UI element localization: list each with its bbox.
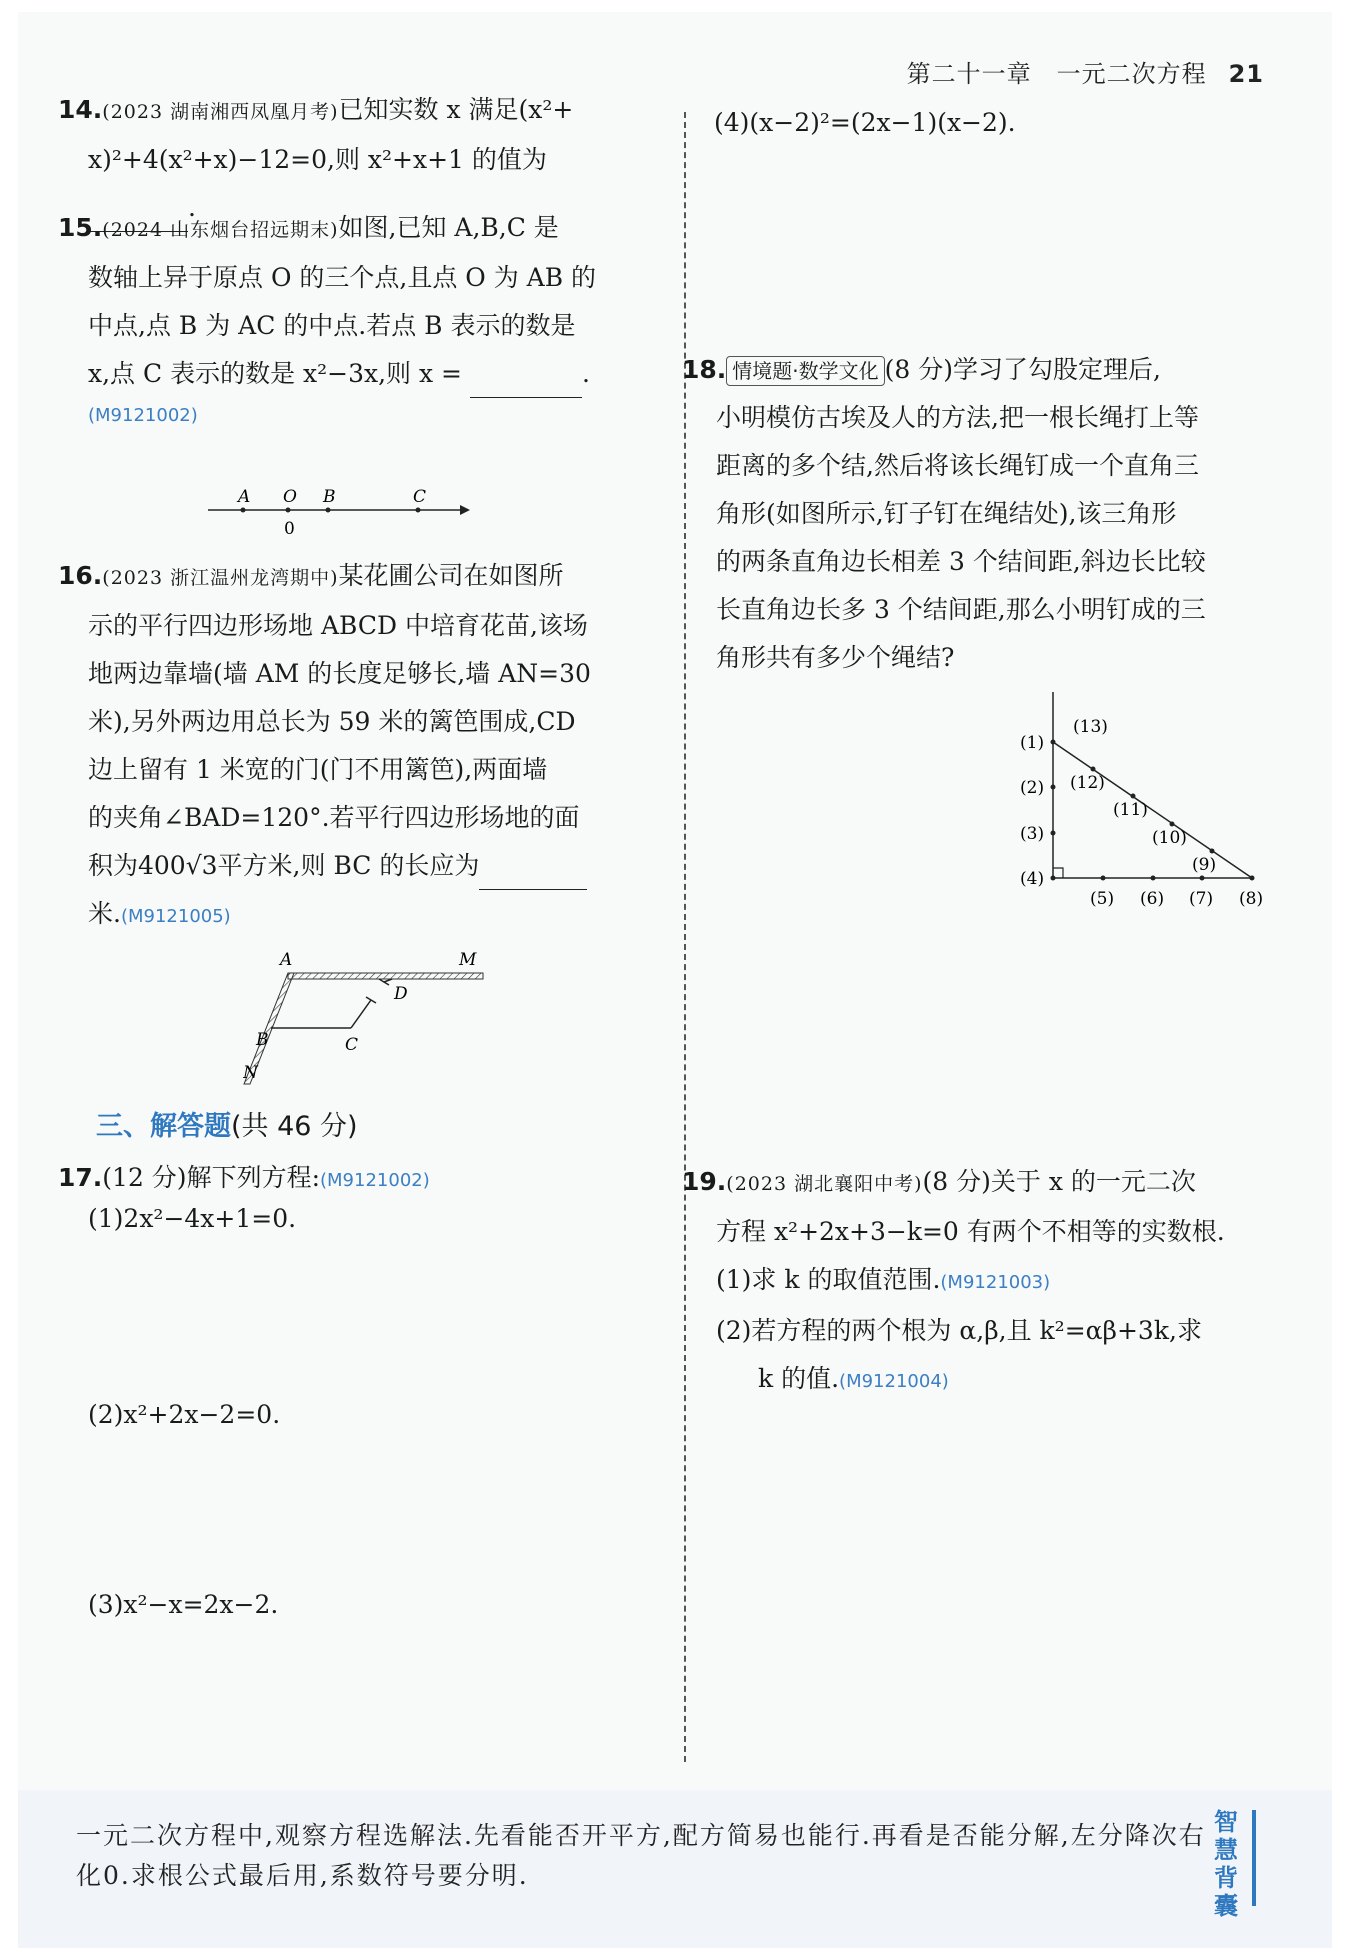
- knot-label-10: (10): [1152, 828, 1187, 848]
- q19-part2-line1: (2)若方程的两个根为 α,β,且 k²=αβ+3k,求: [716, 1316, 1202, 1345]
- q17-part-4: (4)(x−2)²=(2x−1)(x−2).: [714, 108, 1016, 137]
- fence-cd-lower: [351, 1000, 371, 1028]
- knot-label-4: (4): [1020, 869, 1045, 889]
- q14-line2: x)²+4(x²+x)−12=0,则 x²+x+1 的值为: [88, 145, 547, 174]
- label-c: C: [413, 487, 427, 507]
- knot-label-1: (1): [1020, 733, 1045, 753]
- q15-answer-blank[interactable]: [470, 367, 582, 398]
- q15-line4-end: .: [581, 359, 590, 388]
- point-o: [286, 508, 291, 513]
- point-a: [241, 508, 246, 513]
- label-a: A: [238, 487, 251, 507]
- q18-line2: 小明模仿古埃及人的方法,把一根长绳打上等: [716, 403, 1199, 432]
- q17-part-1: (1)2x²−4x+1=0.: [88, 1204, 297, 1233]
- q18-tag: 情境题·数学文化: [726, 356, 884, 386]
- knot-2: [1051, 785, 1056, 790]
- q18-score: (8 分): [884, 355, 954, 384]
- label-d: D: [394, 984, 408, 1004]
- q18-line6: 长直角边长多 3 个结间距,那么小明钉成的三: [716, 595, 1206, 624]
- q18-line5: 的两条直角边长相差 3 个结间距,斜边长比较: [716, 547, 1206, 576]
- q15-number-line-figure: [208, 482, 568, 552]
- knot-9: [1210, 849, 1215, 854]
- question-18: [682, 346, 1302, 682]
- knot-label-12: (12): [1070, 773, 1105, 793]
- question-17: [58, 1154, 658, 1205]
- point-c: [416, 508, 421, 513]
- q18-line3: 距离的多个结,然后将该长绳钉成一个直角三: [716, 451, 1199, 480]
- knot-label-6: (6): [1140, 889, 1165, 909]
- knot-4: [1051, 876, 1056, 881]
- knot-1: [1051, 740, 1056, 745]
- wall-am: [288, 973, 483, 979]
- label-o: O: [283, 487, 297, 507]
- point-b: [326, 508, 331, 513]
- chapter-title: 第二十一章 一元二次方程: [906, 60, 1207, 88]
- q18-line4: 角形(如图所示,钉子钉在绳结处),该三角形: [716, 499, 1177, 528]
- q19-part1-code: (M9121003): [940, 1272, 1051, 1293]
- q16-source: (2023 浙江温州龙湾期中): [102, 567, 339, 589]
- page-number: 21: [1228, 60, 1264, 88]
- q19-line2: 方程 x²+2x+3−k=0 有两个不相等的实数根.: [716, 1217, 1225, 1246]
- q16-code: (M9121005): [120, 906, 231, 927]
- q16-line8: 米.: [88, 899, 121, 928]
- knot-label-7: (7): [1189, 889, 1214, 909]
- page: [18, 12, 1332, 1948]
- knot-10: [1170, 822, 1175, 827]
- q19-number: 19.: [682, 1167, 727, 1196]
- q17-score: (12 分): [102, 1163, 187, 1192]
- knot-6: [1151, 876, 1156, 881]
- q19-part2-code: (M9121004): [839, 1371, 949, 1392]
- knot-7: [1200, 876, 1205, 881]
- page-header: [907, 54, 1264, 89]
- knot-3: [1051, 831, 1056, 836]
- tip-text: 一元二次方程中,观察方程选解法.先看能否开平方,配方简易也能行.再看是否能分解,左分降次右化0.求根公式最后用,系数符号要分明.: [76, 1821, 1206, 1890]
- section-heading: [96, 1104, 358, 1143]
- knot-8: [1250, 876, 1255, 881]
- knot-label-8: (8): [1239, 889, 1264, 909]
- q18-line1: 学习了勾股定理后,: [953, 355, 1161, 384]
- triangle-hypotenuse: [1053, 742, 1252, 878]
- q14-line1: 已知实数 x 满足(x²+: [338, 95, 574, 124]
- q16-number: 16.: [58, 561, 103, 590]
- question-19: [682, 1158, 1302, 1406]
- label-a: A: [280, 950, 293, 970]
- label-n: N: [243, 1063, 258, 1083]
- knot-5: [1101, 876, 1106, 881]
- q14-line3-end: .: [188, 193, 196, 222]
- q19-part2-line2: k 的值.: [758, 1364, 840, 1393]
- q19-source: (2023 湖北襄阳中考): [726, 1173, 923, 1195]
- knot-label-5: (5): [1090, 889, 1115, 909]
- tip-footer: [18, 1790, 1332, 1948]
- q15-line1: 如图,已知 A,B,C 是: [338, 213, 559, 242]
- knot-label-2: (2): [1020, 778, 1045, 798]
- q18-number: 18.: [682, 355, 727, 384]
- label-b: B: [323, 487, 336, 507]
- label-b: B: [256, 1030, 269, 1050]
- q16-line7: 积为400√3平方米,则 BC 的长应为: [88, 851, 480, 880]
- knot-label-11: (11): [1113, 800, 1148, 820]
- q17-part-2: (2)x²+2x−2=0.: [88, 1400, 281, 1429]
- q14-number: 14.: [58, 95, 103, 124]
- q16-line1: 某花圃公司在如图所: [338, 561, 564, 590]
- q19-line1: 关于 x 的一元二次: [990, 1167, 1196, 1196]
- knot-11: [1131, 794, 1136, 799]
- q17-part-3: (3)x²−x=2x−2.: [88, 1590, 279, 1619]
- q16-line3: 地两边靠墙(墙 AM 的长度足够长,墙 AN=30: [88, 659, 591, 688]
- q16-line4: 米),另外两边用总长为 59 米的篱笆围成,CD: [88, 707, 576, 736]
- q18-rope-triangle-figure: [1018, 682, 1278, 912]
- q17-text: 解下列方程:: [186, 1163, 320, 1192]
- q16-answer-blank[interactable]: [479, 859, 587, 890]
- q17-number: 17.: [58, 1163, 103, 1192]
- q17-code: (M9121002): [320, 1170, 430, 1191]
- q16-line6: 的夹角∠BAD=120°.若平行四边形场地的面: [88, 803, 580, 832]
- question-16: [58, 552, 668, 941]
- label-zero: 0: [284, 519, 295, 539]
- q15-code: (M9121002): [88, 405, 198, 426]
- question-15: [58, 204, 668, 431]
- q15-line3: 中点,点 B 为 AC 的中点.若点 B 表示的数是: [88, 311, 576, 340]
- number-line-arrow: [460, 505, 470, 515]
- knot-label-9: (9): [1192, 855, 1217, 875]
- q15-line2: 数轴上异于原点 O 的三个点,且点 O 为 AB 的: [88, 263, 597, 292]
- tip-side-label: 智慧背囊: [1214, 1808, 1238, 1920]
- knot-label-3: (3): [1020, 824, 1045, 844]
- knot-12: [1091, 767, 1096, 772]
- q16-line5: 边上留有 1 米宽的门(门不用篱笆),两面墙: [88, 755, 548, 784]
- q16-line2: 示的平行四边形场地 ABCD 中培育花苗,该场: [88, 611, 588, 640]
- section-score: (共 46 分): [231, 1111, 358, 1142]
- q14-source: (2023 湖南湘西凤凰月考): [102, 101, 339, 123]
- label-c: C: [345, 1035, 359, 1055]
- label-m: M: [459, 950, 477, 970]
- knot-label-13: (13): [1073, 717, 1108, 737]
- section-title: 三、解答题: [96, 1111, 231, 1142]
- q15-line4: x,点 C 表示的数是 x²−3x,则 x =: [88, 359, 462, 388]
- q19-score: (8 分): [922, 1167, 991, 1196]
- q18-line7: 角形共有多少个绳结?: [716, 643, 955, 672]
- q16-parallelogram-figure: [243, 942, 543, 1092]
- gate-tick-lower: [366, 997, 376, 1003]
- q15-number: 15.: [58, 213, 103, 242]
- tip-side-bar: [1252, 1810, 1256, 1906]
- q19-part1: (1)求 k 的取值范围.: [716, 1265, 941, 1294]
- q15-source: (2024 山东烟台招远期末): [102, 219, 339, 241]
